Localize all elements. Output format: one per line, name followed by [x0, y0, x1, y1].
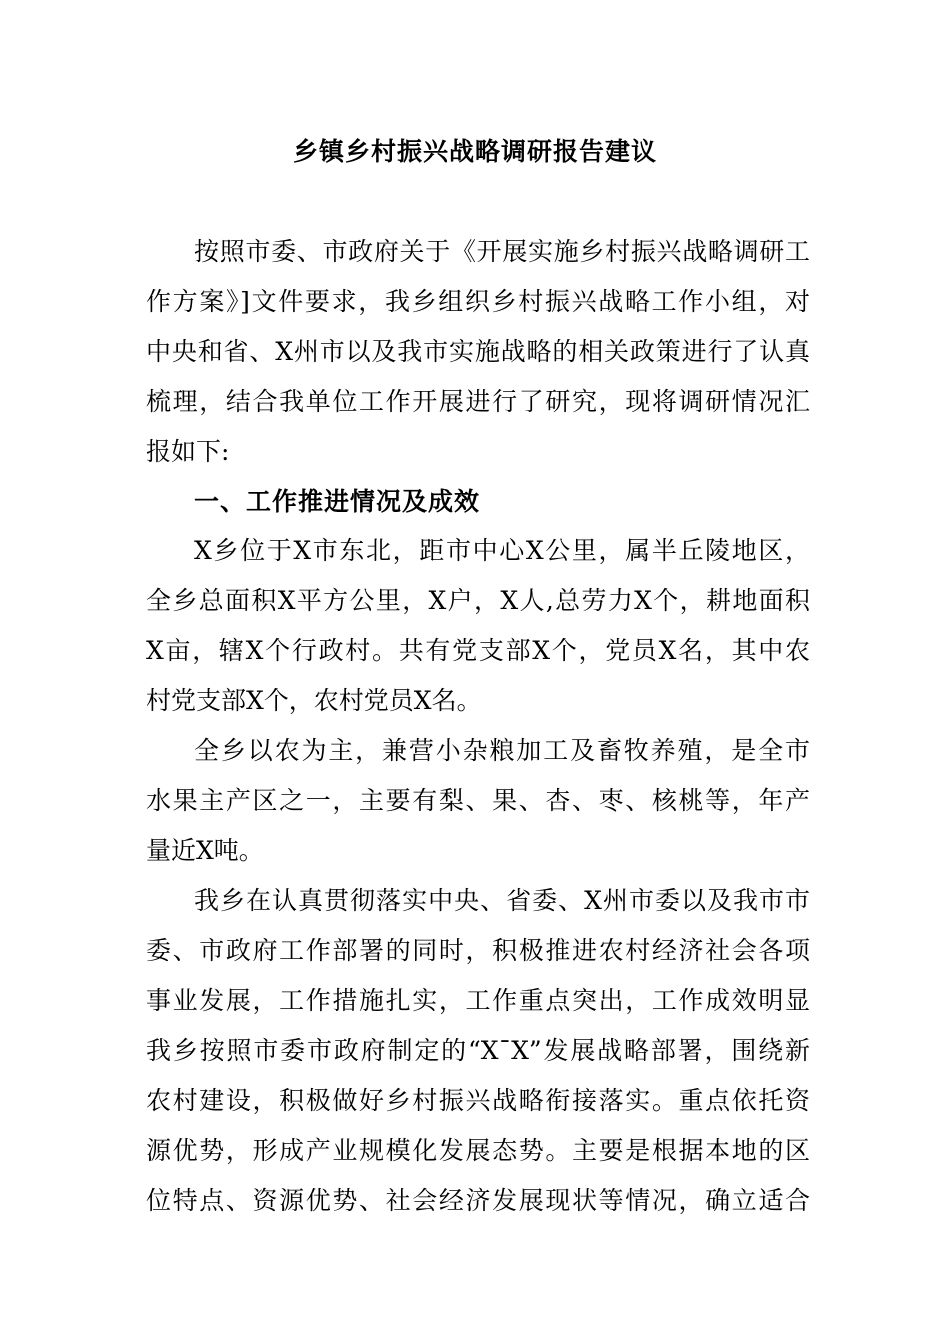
section-heading: 一、工作推进情况及成效: [194, 487, 481, 516]
paragraph-2-line-4: 村党支部X个，农村党员X名。: [146, 686, 482, 715]
paragraph-3-line-3: 量近X吨。: [146, 836, 264, 865]
paragraph-3-line-2: 水果主产区之一，主要有梨、果、杏、枣、核桃等，年产: [146, 786, 810, 815]
paragraph-4-line-2: 委、市政府工作部署的同时，积极推进农村经济社会各项: [146, 936, 810, 965]
paragraph-2-line-2: 全乡总面积X平方公里，X户，X人,总劳力X个，耕地面积: [146, 586, 810, 615]
paragraph-2-line-1: X乡位于X市东北，距市中心X公里，属半丘陵地区，: [194, 536, 810, 565]
paragraph-4-line-6: 源优势，形成产业规模化发展态势。主要是根据本地的区: [146, 1136, 810, 1165]
paragraph-2-line-3: X亩，辖X个行政村。共有党支部X个，党员X名，其中农: [146, 636, 810, 665]
paragraph-1-line-4: 梳理，结合我单位工作开展进行了研究，现将调研情况汇: [146, 387, 810, 416]
paragraph-1-line-5: 报如下:: [146, 437, 230, 466]
paragraph-4-line-3: 事业发展，工作措施扎实，工作重点突出，工作成效明显: [146, 986, 810, 1015]
paragraph-1-line-2: 作方案》]文件要求，我乡组织乡村振兴战略工作小组，对: [146, 287, 810, 316]
document-title: 乡镇乡村振兴战略调研报告建议: [292, 137, 657, 166]
paragraph-1-line-3: 中央和省、X州市以及我市实施战略的相关政策进行了认真: [146, 337, 810, 366]
paragraph-4-line-1: 我乡在认真贯彻落实中央、省委、X州市委以及我市市: [194, 886, 810, 915]
paragraph-1-line-1: 按照市委、市政府关于《开展实施乡村振兴战略调研工: [194, 237, 810, 266]
paragraph-4-line-7: 位特点、资源优势、社会经济发展现状等情况，确立适合: [146, 1186, 810, 1215]
paragraph-4-line-5: 农村建设，积极做好乡村振兴战略衔接落实。重点依托资: [146, 1086, 810, 1115]
paragraph-4-line-4: 我乡按照市委市政府制定的“X¯X”发展战略部署，围绕新: [146, 1036, 810, 1065]
paragraph-3-line-1: 全乡以农为主，兼营小杂粮加工及畜牧养殖，是全市: [194, 736, 810, 765]
